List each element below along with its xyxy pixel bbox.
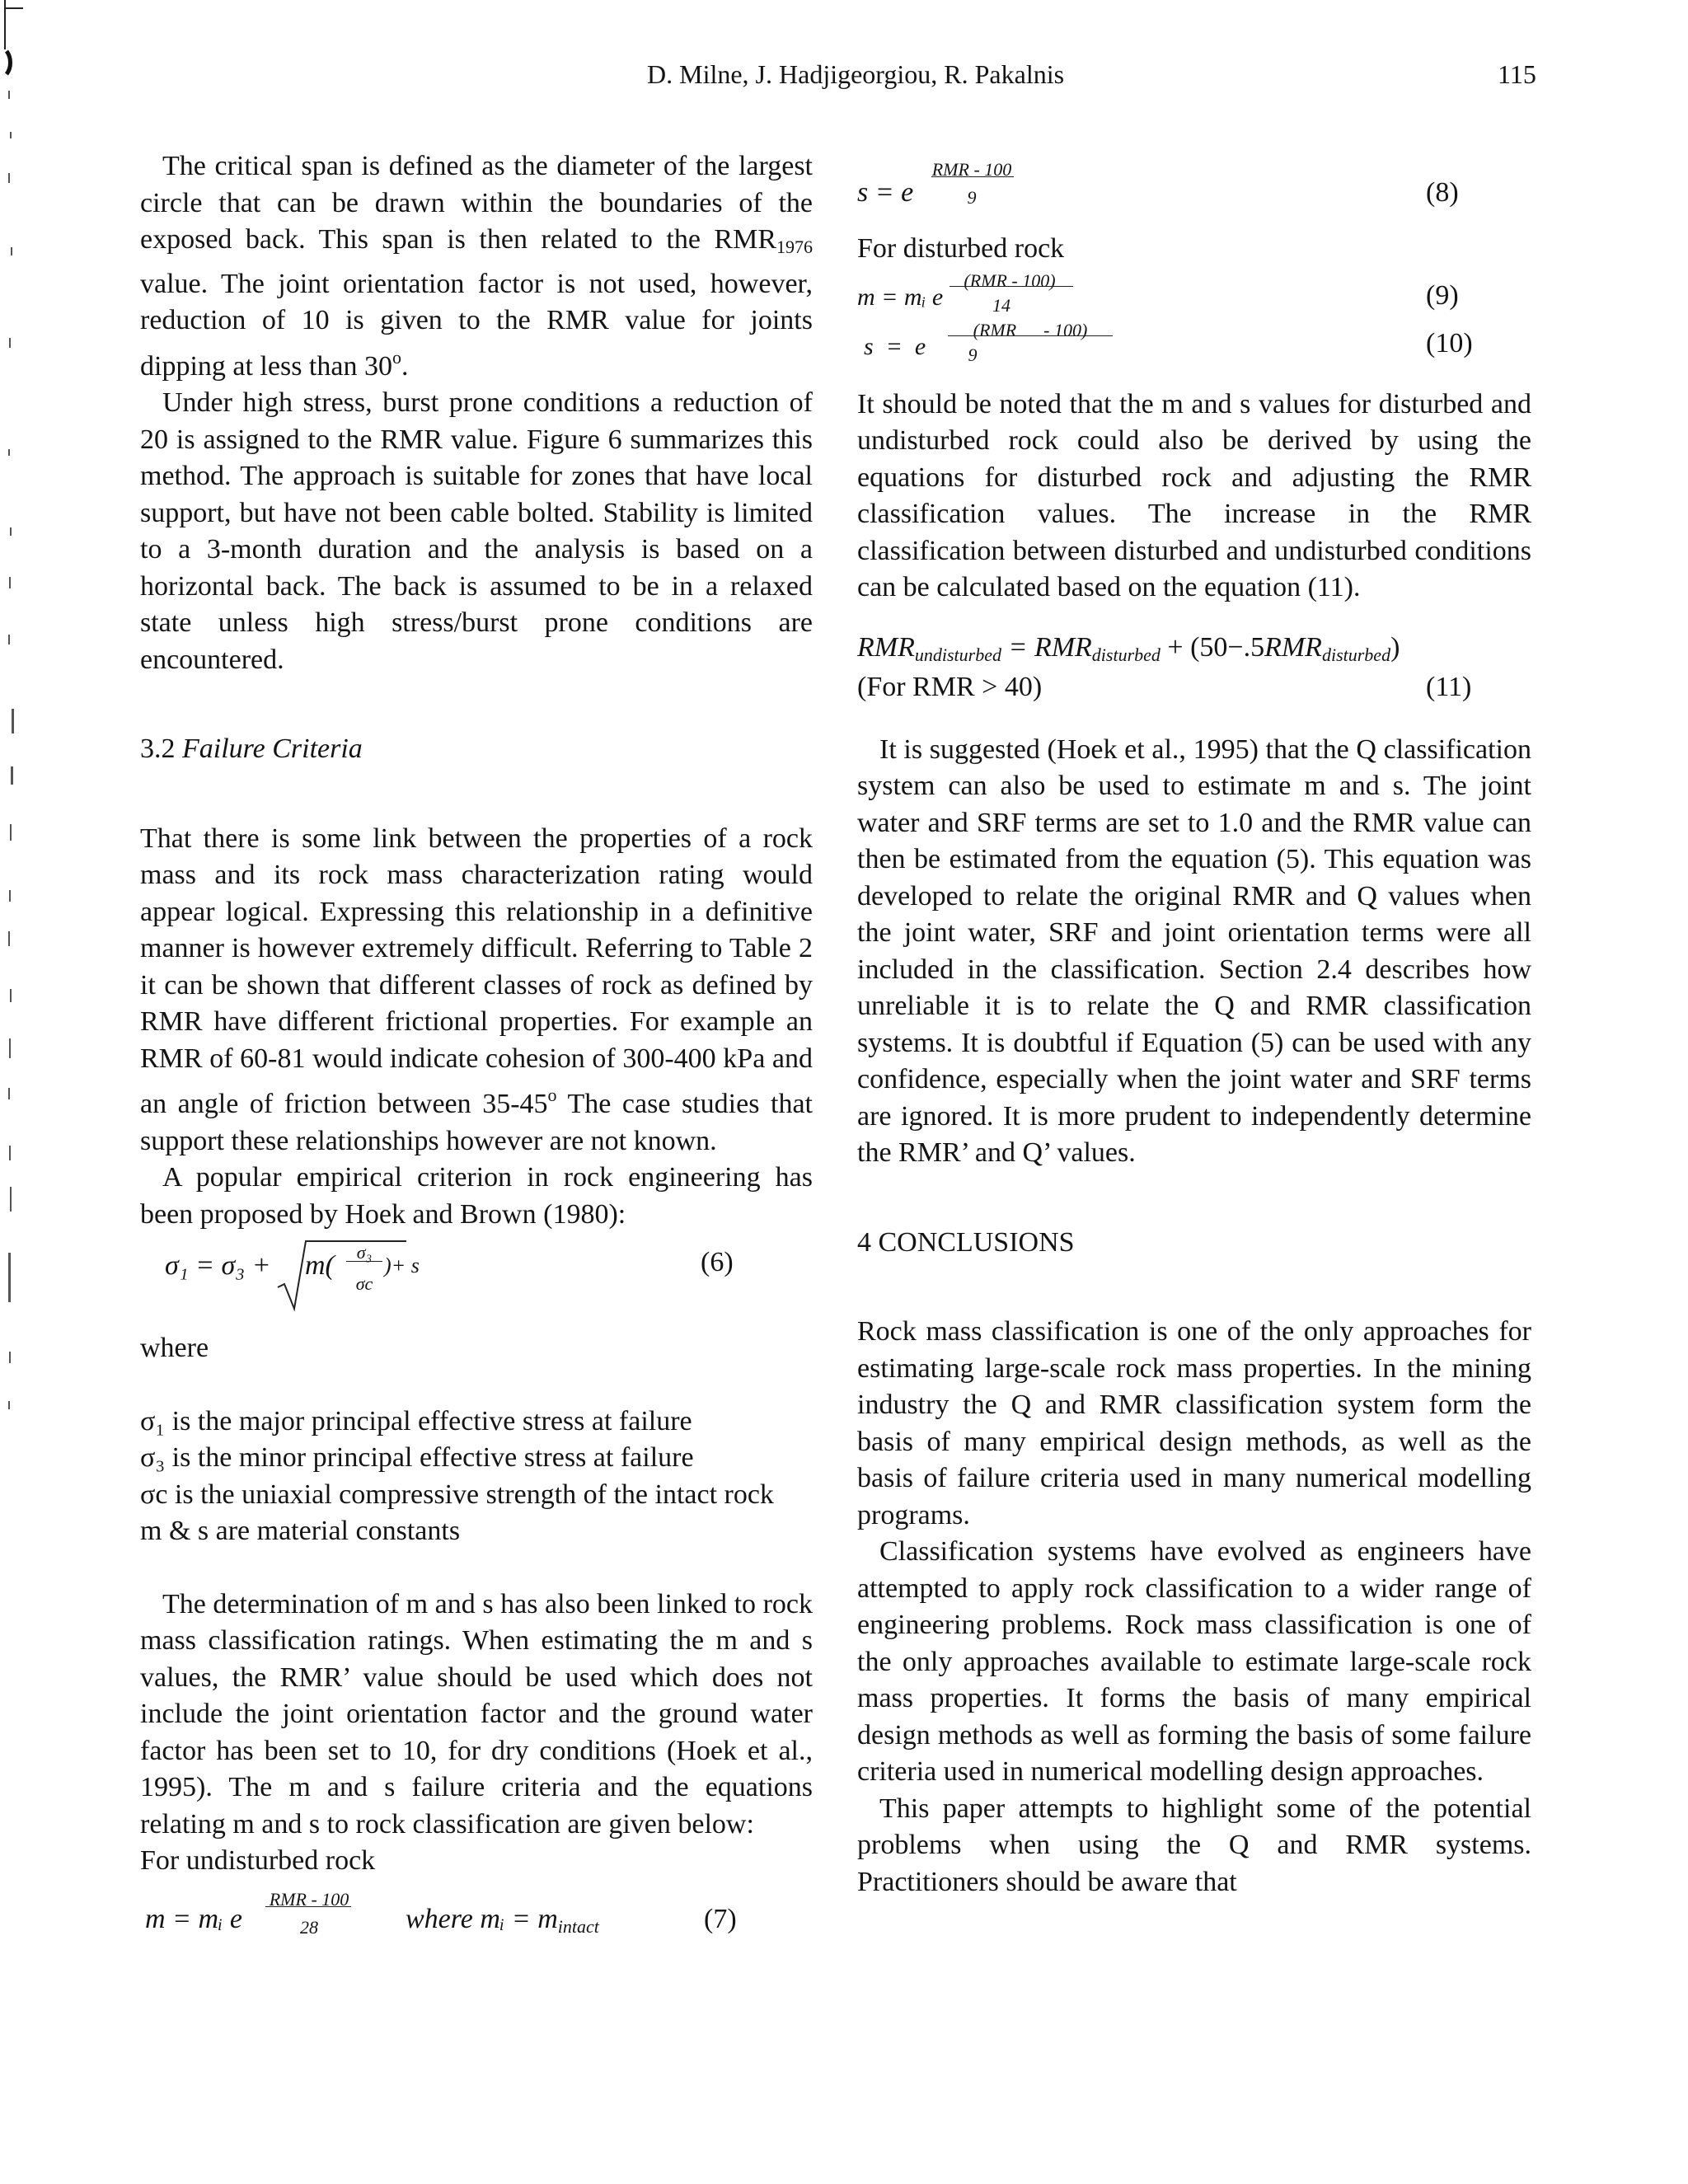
equation-10: s = e (RMR - 100) 9 (10): [864, 319, 1473, 365]
label-disturbed-rock: For disturbed rock: [857, 233, 1065, 264]
running-header: [0, 59, 1688, 101]
paragraph-conclusions-3: This paper attempts to highlight some of the potential problems when using the Q and RMR systems. Practitioners should be aware that: [857, 1793, 1531, 1897]
scan-edge-marks: [0, 0, 58, 1442]
paragraph-q-classification: It is suggested (Hoek et al., 1995) that the Q classification system can also be used to estimate m and s. The joint water and SRF terms are set to 1.0 and the RMR value can then be estimated from the equation (5). This equation was developed to relate the original RMR and Q values when the joint water, SRF and joint orientation terms were all included in the classification. Section 2.4 describes how unreliable it is to relate the Q and RMR classification systems. It is doubtful if Equation (5) can be used with any confidence, especially when the joint water and SRF terms are ignored. It is more prudent to independently determine the RMR’ and Q’ values.: [857, 733, 1531, 1168]
left-column: [140, 148, 813, 1954]
page-number: 115: [1498, 59, 1536, 89]
paragraph-conclusions-1: Rock mass classification is one of the only approaches for estimating large-scale rock mass properties. In the mining industry the Q and RMR classification system form the basis of many empirical design methods, as well as the basis of failure criteria used in many numerical modelling programs.: [857, 1316, 1531, 1530]
equation-9: m = mᵢ e (RMR - 100) 14 (9): [857, 269, 1459, 316]
label-undisturbed-rock: For undisturbed rock: [140, 1845, 376, 1876]
equation-6: σ₁ = σ₃ + m( σ₃ σc )+ s (6): [140, 1233, 813, 1324]
equation-11-condition: (For RMR > 40) (11): [857, 671, 1472, 702]
paragraph-critical-span: The critical span is defined as the diameter of the largest circle that can be drawn within the boundaries of the exposed back. This span is then related to the $RMR_{1976}$ value. The joint orientation factor is not used, however, reduction of 10 is given to the RMR value for joints dipping at less than 30$^o$.: [140, 151, 813, 382]
section-heading-failure-criteria: 3.2 Failure Criteria: [140, 733, 363, 764]
right-column: [857, 148, 1531, 1900]
definition-sigma3: σ₃ is the minor principal effective stress at failure: [140, 1442, 694, 1473]
header-authors: D. Milne, J. Hadjigeorgiou, R. Pakalnis: [647, 59, 1065, 89]
definition-sigma1: σ₁ is the major principal effective stress at failure: [140, 1405, 692, 1436]
paragraph-high-stress: Under high stress, burst prone conditions a reduction of 20 is assigned to the RMR value. Figure 6 summarizes this method. The approach is suitable for zones that have local support, but have not been cable bolted. Stability is limited to a 3-month duration and the analysis is based on a horizontal back. The back is assumed to be in a relaxed state unless high stress/burst prone conditions are encountered.: [140, 387, 813, 675]
where-label: where: [140, 1333, 209, 1363]
equation-7: m = mᵢ e RMR - 100 28 where mᵢ = $m_{intact}$ (7): [145, 1888, 737, 1938]
paragraph-conclusions-2: Classification systems have evolved as engineers have attempted to apply rock classification to a wider range of engineering problems. Rock mass classification is one of the only approaches available to estimate large-scale rock mass properties. It forms the basis of many empirical design methods as well as forming the basis of some failure criteria used in numerical modelling design approaches.: [857, 1536, 1531, 1787]
paragraph-hoek-brown: A popular empirical criterion in rock engineering has been proposed by Hoek and Brown (1980):: [140, 1162, 813, 1230]
equation-8: s = e RMR - 100 9 (8): [857, 159, 1459, 208]
definition-m-s: m & s are material constants: [140, 1516, 461, 1546]
paragraph-link-properties: That there is some link between the properties of a rock mass and its rock mass characterization rating would appear logical. Expressing this relationship in a definitive manner is however extremely difficult. Referring to Table 2 it can be shown that different classes of rock as defined by RMR have different frictional properties. For example an RMR of 60-81 would indicate cohesion of 300-400 kPa and an angle of friction between 35-45$^o$ The case studies that support these relationships however are not known.: [140, 823, 813, 1156]
section-heading-conclusions: 4 CONCLUSIONS: [857, 1226, 1075, 1258]
equation-11: $RMR_{undisturbed} = RMR_{disturbed} + (50-.5RMR_{disturbed})$: [857, 631, 1400, 665]
definition-sigmac: σc is the uniaxial compressive strength of the intact rock: [140, 1479, 774, 1510]
paragraph-m-s-values: It should be noted that the m and s values for disturbed and undisturbed rock could also be derived by using the equations for disturbed rock and adjusting the RMR classification values. The increase in the RMR classification between disturbed and undisturbed conditions can be calculated based on the equation (11).: [857, 388, 1531, 602]
paragraph-determination-m-s: The determination of m and s has also been linked to rock mass classification ratings. When estimating the m and s values, the RMR’ value should be used which does not include the joint orientation factor and the ground water factor has been set to 10, for dry conditions (Hoek et al., 1995). The m and s failure criteria and the equations relating m and s to rock classification are given below:: [140, 1588, 813, 1840]
